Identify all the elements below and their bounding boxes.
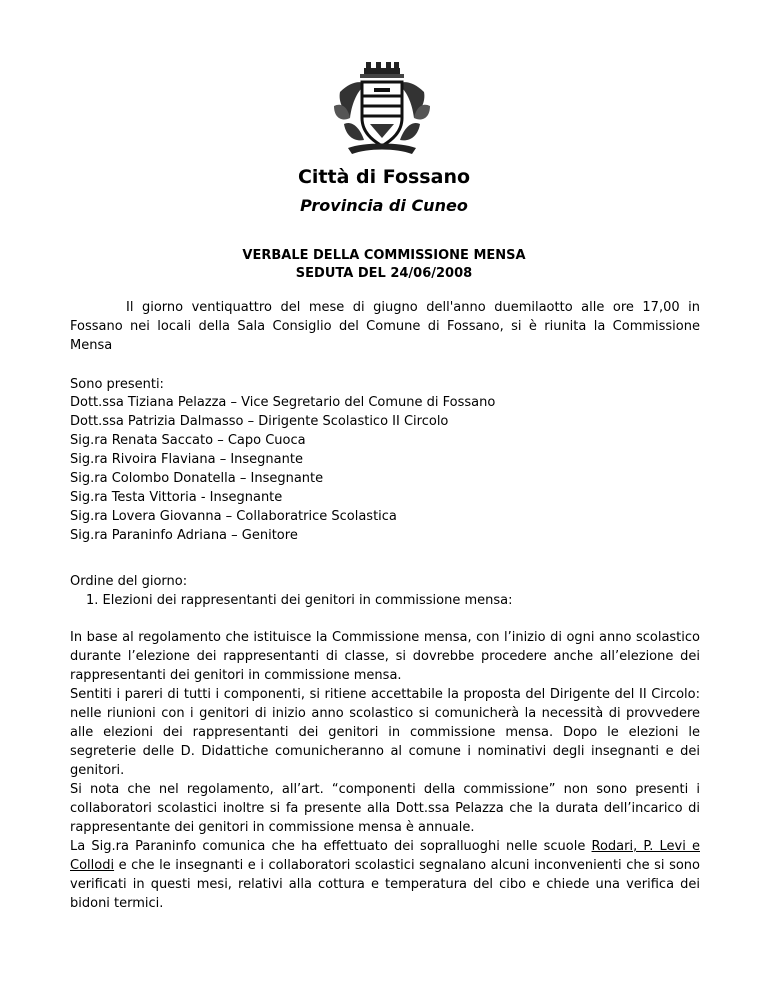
city-name: Città di Fossano [297,166,471,188]
list-item: Sig.ra Rivoira Flaviana – Insegnante [70,452,303,467]
paragraph-text: La Sig.ra Paraninfo comunica che ha effettuato dei sopralluoghi nelle scuole [70,839,592,854]
province-name: Provincia di Cuneo [300,196,468,215]
document-title: VERBALE DELLA COMMISSIONE MENSA [242,248,526,263]
paragraph [70,837,700,913]
schools-underlined: Rodari, P. Levi e Collodi [70,839,700,873]
session-date: SEDUTA DEL 24/06/2008 [295,266,473,281]
paragraph-text: e che le insegnanti e i collaboratori scolastici segnalano alcuni inconvenienti che si sono verificati in questi mesi, relativi alla cottura e temperatura del cibo e chiede una verifica dei bidoni termici. [70,858,700,911]
intro-paragraph: Il giorno ventiquattro del mese di giugno dell'anno duemilaotto alle ore 17,00 in Fossano nei locali della Sala Consiglio del Comune di Fossano, si è riunita la Commissione Mensa [70,300,700,353]
agenda-item: 1. Elezioni dei rappresentanti dei genitori in commissione mensa: [86,593,513,608]
list-item: Dott.ssa Tiziana Pelazza – Vice Segretario del Comune di Fossano [70,395,496,410]
list-item: Sig.ra Testa Vittoria - Insegnante [70,490,283,505]
list-item: Sig.ra Colombo Donatella – Insegnante [70,471,324,486]
paragraph: Sentiti i pareri di tutti i componenti, si ritiene accettabile la proposta del Dirigente del II Circolo: nelle riunioni con i genitori di inizio anno scolastico si comunicherà la necessità di provvedere alle elezioni dei rappresentanti dei genitori in commissione mensa. Dopo le elezioni le segreterie delle D. Didattiche comunicheranno al comune i nominativi degli insegnanti e dei genitori. [70,687,700,778]
minutes-body [70,628,700,913]
list-item: Sig.ra Renata Saccato – Capo Cuoca [70,433,306,448]
paragraph: In base al regolamento che istituisce la Commissione mensa, con l’inizio di ogni anno scolastico durante l’elezione dei rappresentanti di classe, si dovrebbe procedere anche all’elezione dei rappresentanti dei genitori in commissione mensa. [70,630,700,683]
list-item: Dott.ssa Patrizia Dalmasso – Dirigente Scolastico II Circolo [70,414,449,429]
list-item: Sig.ra Lovera Giovanna – Collaboratrice Scolastica [70,509,397,524]
agenda-label: Ordine del giorno: [70,574,188,589]
paragraph: Si nota che nel regolamento, all’art. “componenti della commissione” non sono presenti i collaboratori scolastici inoltre si fa presente alla Dott.ssa Pelazza che la durata dell’incarico di rappresentante dei genitori in commissione mensa è annuale. [70,782,700,835]
city-crest-icon [330,62,434,158]
list-item: Sig.ra Paraninfo Adriana – Genitore [70,528,298,543]
present-label: Sono presenti: [70,377,164,392]
present-list [70,393,700,545]
